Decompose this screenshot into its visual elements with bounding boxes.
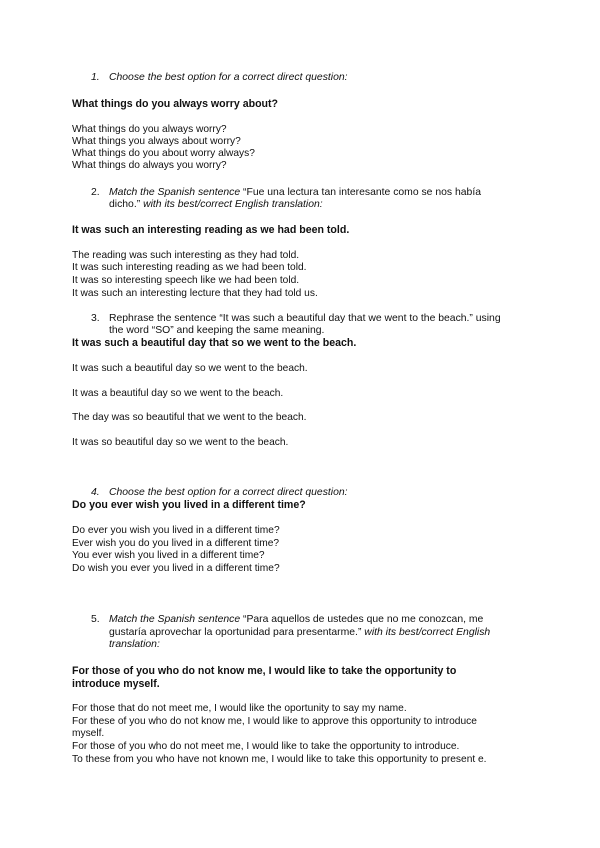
option: For those of you who do not meet me, I would like to take the opportunity to introduce.: [72, 741, 460, 752]
question-instruction: Match the Spanish sentence “Para aquellos de ustedes que no me conozcan, me: [109, 614, 484, 625]
option: It was a beautiful day so we went to the beach.: [72, 388, 284, 399]
question-instruction-cont: translation:: [109, 639, 160, 650]
correct-answer-cont: introduce myself.: [72, 678, 160, 690]
option: For these of you who do not know me, I would like to approve this opportunity to introduce: [72, 716, 477, 727]
question-instruction-cont: the word “SO” and keeping the same meaning.: [109, 325, 325, 336]
question-instruction-cont: gustaría aprovechar la oportunidad para presentarme.” with its best/correct English: [109, 627, 491, 638]
option: For those that do not meet me, I would like the oportunity to say my name.: [72, 703, 407, 714]
question-instruction: Match the Spanish sentence “Fue una lectura tan interesante como se nos había: [109, 187, 481, 198]
option: What things you always about worry?: [72, 136, 241, 147]
option: What things do you about worry always?: [72, 148, 255, 159]
question-instruction: Rephrase the sentence “It was such a beautiful day that we went to the beach.” using: [109, 313, 501, 324]
question-instruction-cont: dicho.” with its best/correct English translation:: [109, 199, 323, 210]
correct-answer: Do you ever wish you lived in a different time?: [72, 499, 306, 511]
option: The reading was such interesting as they had told.: [72, 250, 300, 261]
option: To these from you who have not known me, I would like to take this opportunity to present e.: [72, 754, 487, 765]
correct-answer: For those of you who do not know me, I would like to take the opportunity to: [72, 665, 457, 677]
option: It was so beautiful day so we went to the beach.: [72, 437, 289, 448]
option: Do wish you ever you lived in a different time?: [72, 563, 280, 574]
option: Do ever you wish you lived in a different time?: [72, 525, 280, 536]
option: It was such an interesting lecture that they had told us.: [72, 288, 318, 299]
question-number: 5.: [91, 614, 100, 625]
option: The day was so beautiful that we went to the beach.: [72, 412, 307, 423]
question-instruction: Choose the best option for a correct direct question:: [109, 487, 348, 498]
option: It was so interesting speech like we had been told.: [72, 275, 300, 286]
question-number: 2.: [91, 187, 100, 198]
option: What things do you always worry?: [72, 124, 227, 135]
option: It was such a beautiful day so we went to the beach.: [72, 363, 308, 374]
question-number: 1.: [91, 72, 100, 83]
correct-answer: What things do you always worry about?: [72, 98, 279, 110]
question-number: 3.: [91, 313, 100, 324]
option: You ever wish you lived in a different time?: [72, 550, 265, 561]
option-cont: myself.: [72, 728, 105, 739]
correct-answer: It was such an interesting reading as we had been told.: [72, 224, 350, 236]
question-number: 4.: [91, 487, 100, 498]
option: What things do always you worry?: [72, 160, 227, 171]
option: Ever wish you do you lived in a different time?: [72, 538, 280, 549]
correct-answer: It was such a beautiful day that so we went to the beach.: [72, 337, 357, 349]
question-instruction: Choose the best option for a correct direct question:: [109, 72, 348, 83]
option: It was such interesting reading as we had been told.: [72, 262, 307, 273]
